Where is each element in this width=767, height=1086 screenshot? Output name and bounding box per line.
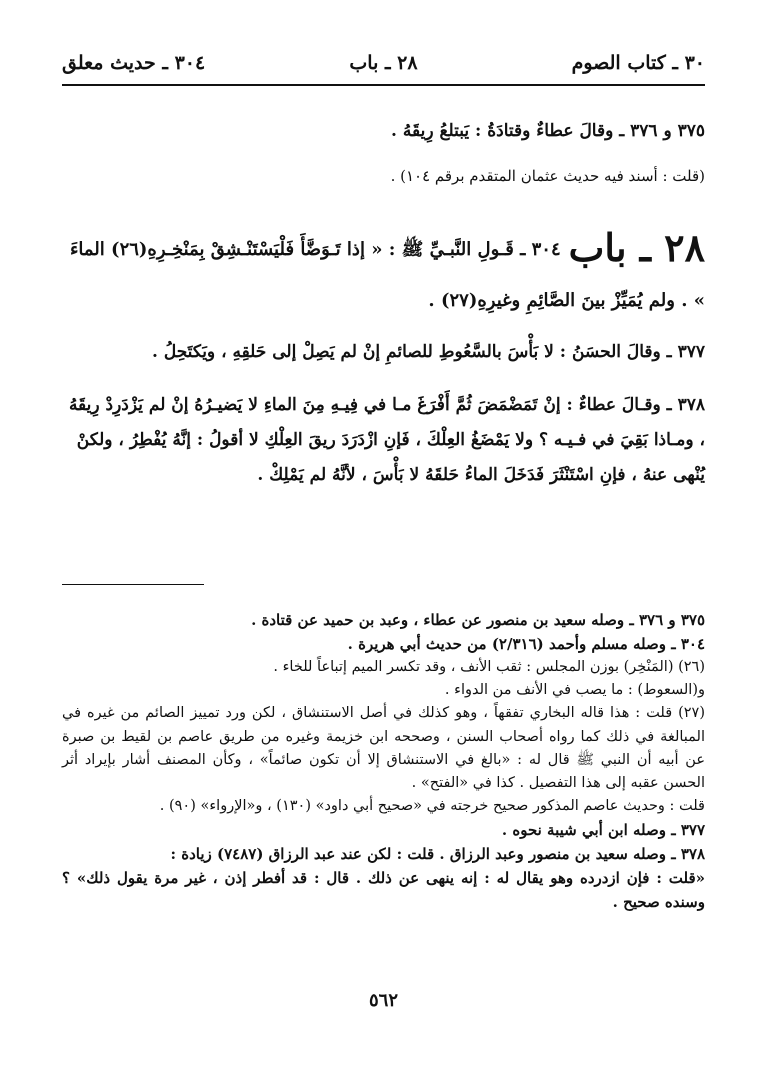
chapter-number: ٢٨ ـ باب bbox=[568, 225, 705, 271]
running-header bbox=[62, 52, 705, 92]
footnote-377: ٣٧٧ ـ وصله ابن أبي شيبة نحوه . bbox=[501, 821, 705, 840]
footnote-separator bbox=[62, 584, 204, 585]
main-text bbox=[62, 117, 705, 492]
footnote-27: (٢٧) قلت : هذا قاله البخاري تفقهاً ، وهو كذلك في أصل الاستنشاق ، لكن ورد تمييز الصائم من غيره في المبالغة في ذلك كما رواه أصحاب السنن ، وصححه ابن خزيمة وغيره من طريق عاصم بن لقيط بن صبرة عن أبيه أن النبي ﷺ قال له : «بالغ في الاستنشاق إلا أن تكون صائماً» ، وكأن المصنف أشار بإيراد أثر الحسن عقبه إلى هذا التفصيل . كذا في «الفتح» . bbox=[62, 705, 705, 791]
chapter-title: ٣٠٤ ـ قَـولِ النَّبـيِّ ﷺ : « إذا تَـوَضَّأَ فَلْيَسْتَنْـشِقْ بِمَنْخِـرِهِ(٢٦) الماءَ » . ولم يُمَيِّزْ بينَ الصَّائِمِ وغيرِهِ(٢٧) . bbox=[69, 239, 705, 311]
footnote-304: ٣٠٤ ـ وصله مسلم وأحمد (٢/٣١٦) من حديث أبي هريرة . bbox=[347, 635, 705, 653]
header-book-title: ٣٠ ـ كتاب الصوم bbox=[571, 52, 705, 74]
footnote-378: ٣٧٨ ـ وصله سعيد بن منصور وعبد الرزاق . قلت : لكن عند عبد الرزاق (٧٤٨٧) زيادة : bbox=[170, 845, 705, 864]
page-number: ٥٦٢ bbox=[368, 990, 398, 1011]
footnotes bbox=[62, 608, 705, 914]
header-hadith: ٣٠٤ ـ حديث معلق bbox=[62, 52, 206, 74]
header-rule bbox=[62, 84, 705, 86]
paragraph-378: ٣٧٨ ـ وقـالَ عطاءٌ : إنْ تَمَضْمَضَ ثُمَّ أَفْرَغَ مـا في فِيـهِ مِنَ الماءِ لا يَضيـرُهُ إنْ لم يَزْدَرِدْ رِيقَهُ ، ومـاذا بَقِيَ في فـيـه ؟ ولا يَمْضَغُ العِلْكَ ، فَإنِ ازْدَرَدَ ريقَ العِلْكِ لا أقولُ : إنَّهُ يُفْطِرُ ، ولكنْ يُنْهى عنهُ ، فإنِ اسْتَنْثَرَ فَدَخَلَ الماءُ حَلقَهُ لا بَأْسَ ، لأنَّهُ لم يَمْلِكْ . bbox=[68, 394, 705, 485]
header-chapter: ٢٨ ـ باب bbox=[349, 52, 418, 74]
footnote-27-cont: قلت : وحديث عاصم المذكور صحيح خرجته في «صحيح أبي داود» (١٣٠) ، و«الإرواء» (٩٠) . bbox=[159, 798, 705, 815]
chapter-heading bbox=[62, 213, 705, 317]
paragraph-377: ٣٧٧ ـ وقالَ الحسَنُ : لا بَأْسَ بالسَّعُوطِ للصائمِ إنْ لم يَصِلْ إلى حَلقِهِ ، ويَكتَحِلُ . bbox=[152, 341, 705, 362]
footnote-26: (٢٦) (المَنْخِر) بوزن المجلس : ثقب الأنف ، وقد تكسر الميم إتباعاً للخاء . bbox=[273, 659, 705, 675]
paragraph-375-376: ٣٧٥ و ٣٧٦ ـ وقالَ عطاءٌ وقتادَةُ : يَبتلعُ رِيقَهُ . bbox=[391, 121, 705, 141]
footnote-26-cont: و(السعوط) : ما يصب في الأنف من الدواء . bbox=[444, 682, 705, 699]
footnote-378-cont: «قلت : فإن ازدرده وهو يقال له : إنه ينهى عن ذلك . قال : قد أفطر إذن ، غير مرة يقول ذلك» ؟ وسنده صحيح . bbox=[62, 869, 705, 912]
footnote-375-376: ٣٧٥ و ٣٧٦ ـ وصله سعيد بن منصور عن عطاء ، وعبد بن حميد عن قتادة . bbox=[251, 611, 705, 629]
editor-note: (قلت : أسند فيه حديث عثمان المتقدم برقم ١٠٤) . bbox=[390, 166, 705, 185]
